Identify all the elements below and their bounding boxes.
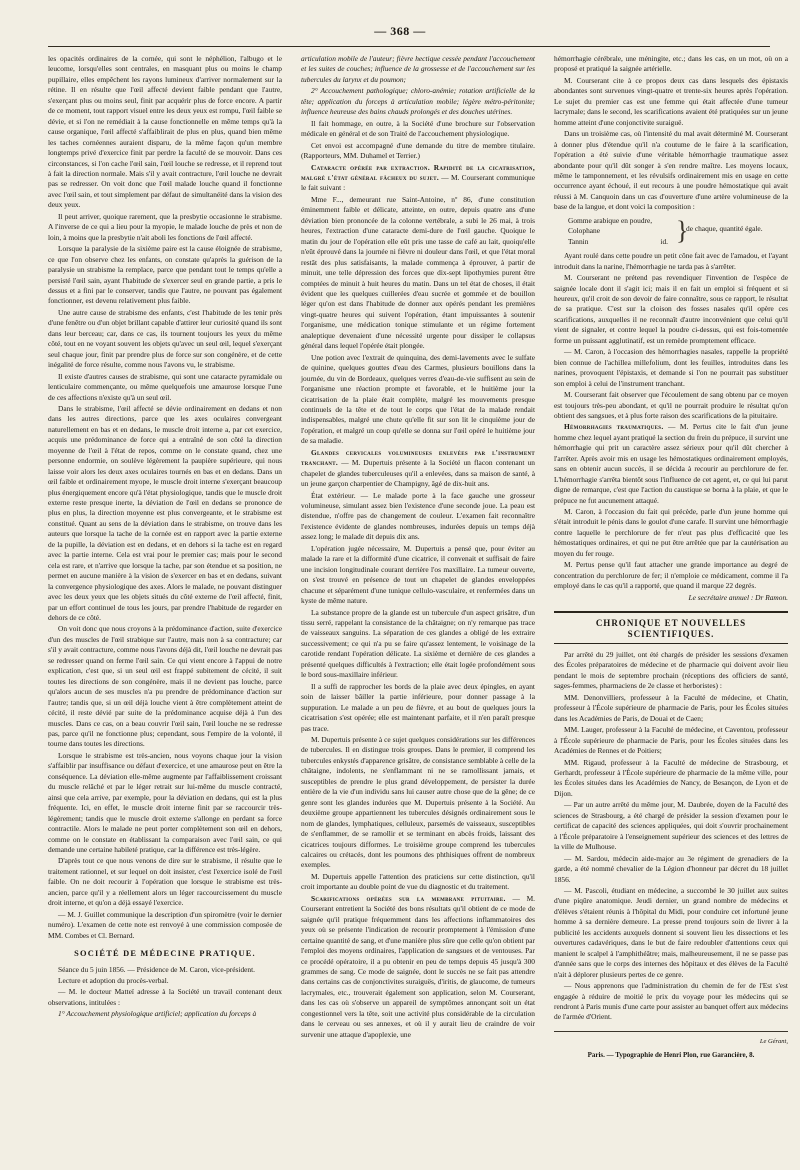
subheading: Hémorrhagies traumatiques. [564, 422, 664, 432]
composition-formula [568, 216, 788, 247]
paragraph-text: — M. Courserant communique le fait suivant : [301, 172, 535, 193]
paragraph: — M. Pascoli, étudiant en médecine, a succombé le 30 juillet aux suites d'une piqûre anatomique. Jeudi dernier, un grand nombre de médecins et d'élèves s'étaient réunis à l'hôpital du Midi, pour conduire cet infortuné jeune homme à sa dernière demeure. La presse prend toujours soin de livrer à la publicité les accidents auxquels donnent si souvent lieu les dissections et les ouvertures cadavériques, dans le but de faire redoubler d'attentions ceux qui manient le scalpel à l'amphithéâtre; mais, malheureusement, il ne se passe pas d'année sans que le corps des internes des hôpitaux et des élèves de la Faculté n'ait à déplorer plusieurs pertes de ce genre. [554, 885, 788, 979]
paragraph: Séance du 5 juin 1856. — Présidence de M. Caron, vice-président. [58, 964, 256, 974]
paragraph-text: — M. Dupertuis présente à la Société un flacon contenant un chapelet de glandes tuberculeuses qu'il a enlevées, dans sa maison de santé, à un jeune garçon charpentier de Champigny, âgé de dix-huit ans. [301, 458, 535, 489]
paragraph: — M. Caron, à l'occasion des hémorrhagies nasales, rappelle la propriété bien connue de l'achillea millefolium, dont les feuilles, introduites dans les narines, provoquent l'épistaxis, et demande si l'on ne pourrait pas substituer son emploi à celui de l'instrument tranchant. [554, 347, 788, 388]
paragraph: Une autre cause de strabisme des enfants, c'est l'habitude de les tenir près d'une fenêtre ou d'un objet brillant capable d'attirer leur curiosité quand ils sont dans leur berceau; car, dans ce cas, ils tournent toujours les yeux du même côté, tout en ne voyant souvent les objets qu'avec un seul œil, lequel s'exerçant seul chaque jour, finit par prendre plus de force sur son congénère, et de cette inégalité de force résulte, comme nous l'avons vu, le strabisme. [48, 307, 282, 370]
paragraph: Lecture et adoption du procès-verbal. [58, 975, 169, 985]
paragraph: MM. Lauger, professeur à la Faculté de médecine, et Caventou, professeur à l'École supérieure de pharmacie de Paris, pour les Écoles situées dans les Académies de Rennes et de Poitiers; [554, 725, 788, 756]
ingredient-row [568, 237, 668, 247]
paragraph: les opacités ordinaires de la cornée, qui sont le néphélion, l'albugo et le leucome, lorsqu'elles sont centrales, en masquant plus ou moins le champ pupillaire, elles empêchent les rayons lumineux d'arriver normalement sur la rétine. Il en résulte que l'œil affecté devient faible pendant que l'autre, s'exerçant plus ou moins seul, finit par acquérir plus de force encore. A partir de ce moment, tout rapport visuel entre les deux yeux est rompu, l'œil faible se dévie, et si l'on ne remédiait à la cause fonctionnelle en même temps qu'à la cause organique, l'œil affecté s'affaiblirait de plus en plus, quand bien même les taches cornéennes auraient disparu, de la même façon qu'un membre longtemps privé d'exercice finit par perdre la faculté de se mouvoir. Dans ces circonstances, si l'on cache l'œil sain, l'œil louche se redresse, et il reprend tout à fait la direction normale. Mais s'il y avait contracture, l'œil louche ne devrait pas se redresser. On voit donc que l'œil malade louche quand il fonctionne avec l'œil sain, et tout simplement par défaut de simultanéité dans la vision des deux yeux. [48, 54, 282, 210]
paragraph: M. Courserant ne prétend pas revendiquer l'invention de l'espèce de saignée locale dont il s'agit ici; mais il en fait un emploi si fréquent et si heureux, qu'il croit de son devoir de faire connaître, sous ce rapport, le résultat de sa pratique. C'est sur la cloison des fosses nasales qu'il opère ces scarifications, auxquelles il ne reconnaît d'autre inconvénient que celui qu'il vient de signaler, et contre lequel la poudre ci-dessus, qui est fois-tomentée forme un puissant agglutinatif, est un remède promptement efficace. [554, 273, 788, 345]
subheading: Scarifications opérées sur la membrane pituitaire. [311, 893, 506, 903]
paragraph: Dans un troisième cas, où l'intensité du mal avait déterminé M. Courserant à donner plus d'étendue qu'il n'a coutume de le faire à la scarification, l'opération a été suivie d'une véritable hémorrhagie traumatique assez abondante pour qu'il dût songer à s'en rendre maître. Les moyens locaux, même le tamponnement, et les révulsifs ordinairement mis en usage en cette occurrence ayant échoué, il eut recours à une poudre hémostatique qui avait réussi à M. Canquoin dans un cas d'ouverture d'une artère volumineuse de la base de la langue, et dont voici la composition : [554, 129, 788, 212]
paragraph: Lorsque la paralysie de la sixième paire est la cause éloignée de strabisme, ce que l'on observe chez les enfants, on constate qu'après la guérison de la paralysie un strabisme la remplace, parce que pendant tout le temps qu'elle a persisté l'œil sain, ayant l'habitude de s'exercer seul en grande partie, a pris le dessus et a fini par le conserver, tandis que l'autre, ne pouvant pas également fonctionner, est devenu relativement plus faible. [48, 244, 282, 306]
paragraph: hémorrhagie cérébrale, une méningite, etc.; dans les cas, en un mot, où on a proposé et pratiqué la saignée artérielle. [554, 54, 788, 74]
paragraph: MM. Denonvilliers, professeur à la Faculté de médecine, et Chatin, professeur à l'École supérieure de pharmacie de Paris, pour les Écoles situées dans les Académies de Paris, de Douai et de Caen; [554, 692, 788, 723]
paragraph: L'opération jugée nécessaire, M. Dupertuis a pensé que, pour éviter au malade la rare et la difformité d'une cicatrice, il convenait et suffisait de faire une incision longitudinale courant derrière l'os maxillaire. La tumeur ouverte, on s'est trouvé en présence de tout un chapelet de glandes enveloppées chacune et séparément d'une tunique cellulo-vasculaire, et renfermées dans un kyste de même nature. [301, 543, 535, 606]
header-rule [48, 46, 770, 47]
paragraph: Dans le strabisme, l'œil affecté se dévie ordinairement en dedans et non dans les autres directions, parce que les axes oculaires convergeant naturellement en bas et en dedans, le muscle droit interne a, par cet exercice, acquis une prédominance de force qui a entraîné de son côté la direction moyenne de l'œil à l'état de repos, comme on le constate quand, chez une personne endormie, on soulève légèrement la paupière supérieure, qui nous laisse voir alors les deux axes oculaires tournés en bas et en dedans. Dans un œil faible et ordinairement myope, le muscle droit interne s'exerçant beaucoup plus énergiquement encore qu'à l'état physiologique, tandis que le muscle droit externe reste presque inerte, la déviation de l'œil en dedans se prononce de plus en plus, la direction moyenne est plus convergeante, et le strabisme est constitué. Quant au sens de la déviation dans le strabisme, on trouve dans les auteurs que lorsque la tache de la cornée est en rapport avec la partie externe de la pupille, la déviation est en dedans, et en dehors si la tache est en regard avec la partie interne. Cela est vrai pour le premier cas; mais pour le second cela est rare, et n'arrive que lorsque la tache, par son étendue et sa position, ne permet en aucune manière à la vision de s'exercer en bas et en dedans, suivant la convergence physiologique des axes. Alors le malade, ne pouvant distinguer avec les deux yeux que les objets situés du côté externe de l'œil affecté, finit, par un effort continuel de tous les jours, par prendre l'habitude de regarder en dehors de ce côté. [48, 403, 282, 623]
paragraph: 2° Accouchement pathologique; chloro-anémie; rotation artificielle de la tête; application du forceps à articulation mobile; légère métro-péritonite; influence heureuse des bains chauds prolongés et des douches utérines. [301, 86, 535, 117]
printer-line: Paris. — Typographie de Henri Plon, rue Garancière, 8. [587, 1051, 755, 1060]
page-number: — 368 — [374, 24, 426, 38]
ingredient-id: id. [660, 236, 668, 246]
paragraph: La substance propre de la glande est un tubercule d'un aspect grisâtre, d'un tissu serré, rappelant la consistance de la châtaigne; on n'y remarque pas trace de vaisseaux sanguins. La séparation de ces glandes a obligé de les extraire successivement; ce qui n'a pu se faire qu'assez lentement, le voisinage de la carotide rendant l'opération délicate. La sixième et dernière de ces glandes a présenté quelques difficultés à l'extraction; elle était logée profondément sous le bord sous-maxillaire inférieur. [301, 607, 535, 680]
paragraph: M. Dupertuis présente à ce sujet quelques considérations sur les différences de tubercules. Il en distingue trois groupes. Dans le premier, il comprend les tubercules enkystés d'apparence grisâtre, de consistance semblable à celle de la châtaigne, indolents, ne s'enflammant ni ne se ramollissant jamais, et susceptibles de prendre le plus grand développement, de persister la durée entière de la vie d'un individu sans lui causer autre chose que de la gêne; de ce genre sont les glandes indurées que M. Dupertuis présente à la Société. Au deuxième groupe appartiennent les tubercules désignés ordinairement sous le nom de glandes, lymphatiques, celluleux, parsemés de vaisseaux, susceptibles de s'enflammer, de se ramollir et se terminant en abcès froids, laissant des cicatrices toujours difformes. Le troisième groupe comprend les tubercules calcaires ou crétacés, dont les poumons des phthisiques offrent de nombreux exemples. [301, 735, 535, 870]
ingredient-name: Tannin [568, 236, 589, 246]
paragraph: — M. le docteur Matteï adresse à la Société un travail contenant deux observations, intitulées : [48, 987, 282, 1007]
column-3 [554, 54, 788, 1154]
paragraph: — Par un autre arrêté du même jour, M. Daubrée, doyen de la Faculté des sciences de Strasbourg, a été chargé de présider la session d'examen pour le certificat de capacité des sciences appliquées, qui doit s'ouvrir prochainement à l'École préparatoire à l'enseignement supérieur des sciences et des lettres de la ville de Mulhouse. [554, 800, 788, 852]
paragraph-text: — M. Courserant entretient la Société des bons résultats qu'il obtient de ce mode de saignée qu'il pratique fréquemment dans les affections inflammatoires des yeux où se présente l'indication de recourir promptement à l'émission d'une certaine quantité de sang, et d'une manière plus sûre que celle qu'on obtient par l'emploi des moyens ordinaires, l'application de sangsues et de ventouses. Par ce procédé opératoire, il a pu obtenir en peu de temps depuis 45 jusqu'à 300 grammes de sang. Ce mode de saignée, dont le succès ne se fait pas attendre dans certains cas de conjonctivites suraiguës, d'iritis, de glaucome, de tumeurs lacrymales, etc., trouverait également son application, selon M. Courserant, dans les cas où s'observe un appareil de symptômes annonçant soit un état congestionnel vers la tête, soit une activité plus considérable de la circulation dans le cerveau ou ses annexes, et où il y aurait lieu de craindre de voir survenir une attaque d'apoplexie, une [301, 893, 535, 1039]
paragraph-with-subheading [301, 448, 535, 490]
paragraph: Ayant roulé dans cette poudre un petit cône fait avec de l'amadou, et l'ayant introduit dans la narine, l'hémorrhagie ne tarda pas à s'arrêter. [554, 251, 788, 271]
brace-glyph: } [676, 215, 689, 245]
gerant-label: Le Gérant, [759, 1037, 788, 1045]
page-header [0, 24, 800, 39]
section-heading: SOCIÉTÉ DE MÉDECINE PRATIQUE. [74, 949, 256, 959]
paragraph: articulation mobile de l'auteur; fièvre hectique cessée pendant l'accouchement et les suites de couches; influence de la grossesse et de l'accouchement sur les tubercules du larynx et du poumon; [301, 54, 535, 84]
subheading: Glandes cervicales volumineuses enlevées par l'instrument tranchant. [301, 447, 535, 468]
paragraph: MM. Rigaud, professeur à la Faculté de médecine de Strasbourg, et Gerhardt, professeur à l'École supérieure de pharmacie de la même ville, pour les Écoles situées dans les Académies de Nancy, de Besançon, de Lyon et de Dijon. [554, 757, 788, 798]
paragraph-text: — M. Pertus cite le fait d'un jeune homme chez lequel ayant pratiqué la section du frein du prépuce, il survint une hémorrhagie qui prit un caractère assez sérieux pour qu'il dût chercher à l'arrêter. Après avoir mis en usage les hémostatiques ordinairement employés, sans en obtenir aucun succès, il se décida à recourir au perchlorure de fer. L'hémorrhagie s'arrêta bientôt sous l'influence de cet agent, et, ce qui lui parut digne de remarque, c'est que l'action du caustique se borna à la plaie, et que le prépuce ne fut aucunement attaqué. [554, 422, 788, 505]
paragraph: M. Courserant fait observer que l'écoulement de sang obtenu par ce moyen est toujours très-peu abondant, et qu'il ne pourrait produire le résultat qu'on obtient des sangsues, et à plus forte raison des scarifications de la pituitaire. [554, 390, 788, 420]
ingredient-row [568, 216, 668, 226]
paragraph: Il fait hommage, en outre, à la Société d'une brochure sur l'observation médicale en général et de son Traité de l'accouchement physiologique. [301, 118, 535, 139]
paragraph: On voit donc que nous croyons à la prédominance d'action, suite d'exercice d'un des muscles de l'œil strabique sur l'autre, mais non à sa contracture; car s'il y avait contracture, comme nous l'avons déjà dit, l'œil louche ne devrait pas se redresser quand on ferme l'œil sain. Ce qui vient encore à l'appui de notre explication, c'est que, si un seul œil est frappé subitement de cécité, il suit toutes les directions de son congénère, mais il ne devient pas louche, parce qu'alors aucun de ses muscles n'a pu prendre de prédominance d'action sur l'autre; tandis que, si un œil déjà louche vient à être complètement atteint de cécité, il reste dévié par suite de la prédominance acquise déjà à l'un des muscles. Dans ce cas, on a beau couvrir l'œil sain, l'œil louche ne se redresse pas, parce qu'il ne fonctionne plus; cependant, sous l'empire de la volonté, il tourne dans toutes les directions. [48, 624, 282, 749]
paragraph-with-subheading [554, 422, 788, 506]
paragraph: 1° Accouchement physiologique artificiel; application du forceps à [58, 1009, 257, 1019]
paragraph: Il existe d'autres causes de strabisme, qui sont une cataracte pyramidale ou lenticulaire commençante, ou même quelquefois une amaurose lorsque l'une de ces affections n'existe qu'à un seul œil. [48, 371, 282, 402]
paragraph: Il peut arriver, quoique rarement, que la presbytie occasionne le strabisme. A l'inverse de ce qui a lieu pour la myopie, le malade louche de près et non de loin, à moins que la presbytie n'ait aboli les fonctions de l'œil affecté. [48, 211, 282, 242]
paragraph: M. Caron, à l'occasion du fait qui précède, parle d'un jeune homme qui s'était introduit le pénis dans le goulot d'une carafe. Il survint une hémorrhagie contre laquelle le perchlorure de fer n'eut pas plus d'efficacité que les hémostatiques ordinaires, et qui ne put être arrêtée que par la cautérisation au moyen du fer rouge. [554, 507, 788, 558]
paragraph: Une potion avec l'extrait de quinquina, des demi-lavements avec le sulfate de quinine, quelques gouttes d'eau des Carmes, plusieurs bouillons dans la journée, du vin de Bordeaux, quelques verres d'eau-de-vie suffisent au sein de l'organisme une réaction prompte et favorable, et le huitième jour la cicatrisation de la plaie était complète, malgré les mouvements presque continuels de la tête et de tout le corps que l'état de la malade rendait indispensables, malgré une chute qu'elle fit sur son lit le cinquième jour de l'opération, et malgré un coup qu'elle se donna sur l'œil opéré le huitième jour de sa maladie. [301, 352, 535, 446]
paragraph: M. Pertus pense qu'il faut attacher une grande importance au degré de concentration du perchlorure de fer; il n'emploie ce médicament, comme il l'a employé dans le cas qu'il a rapporté, que quand il marque 22 degrés. [554, 560, 788, 591]
column-1 [48, 54, 282, 1154]
ingredient-list [568, 216, 676, 247]
paragraph-with-subheading [301, 163, 535, 194]
paragraph: Mme F..., demeurant rue Saint-Antoine, nº 86, d'une constitution éminemment faible et délicate, atteinte, en outre, depuis quatre ans d'une déviation bien prononcée de la colonne vertébrale, a subi le 26 mai, à trois heures, l'extraction d'une cataracte demi-dure de l'œil gauche. Quoique le matin du jour de l'opération elle eût pris une tasse de café au lait, quoiqu'elle n'eût éprouvé dans la journée ni fièvre ni douleur dans l'œil, et que l'état moral restât des plus satisfaisants, la malade commença à éprouver, à partir de minuit, une telle dépression des forces que dix-sept lipothymies purent être comptées de minuit à huit heures du matin. Dans un tel état de choses, il était évident que les quelques cuillerées d'eau sucrée et gommée et de bouillon léger qu'on est dans l'habitude de donner aux opérés pendant les premières vingt-quatre heures qui suivent l'opération, étant impuissantes à soutenir l'organisme, une médication tonique stimulante et un régime fortement analeptique devenaient d'une nécessité urgente pour dissiper le collapsus général dans lequel l'opérée était plongée. [301, 194, 535, 351]
subheading: Cataracte opérée par extraction. Rapidité de la cicatrisation, malgré l'état général fâcheux du sujet. [301, 162, 535, 182]
paragraph-with-subheading [301, 894, 535, 1040]
column-2 [301, 54, 535, 1154]
paragraph: Lorsque le strabisme est très-ancien, nous voyons chaque jour la vision s'affaiblir par insuffisance ou défaut d'exercice, et une amaurose peut en être la conséquence. La déviation elle-même augmente par l'affaiblissement croissant du muscle relâché et par le léger retrait sur lui-même du muscle contracté, ainsi que cela arrive, par exemple, pour la déviation en dedans, qui est la plus fréquente. Ici, en effet, le muscle droit interne finit par se raccourcir très-légèrement; tandis que le muscle droit externe s'allonge en perdant sa force contractile. Alors le malade ne peut porter complètement son œil en dehors, comme on le constate en établissant la comparaison avec l'œil sain, ce qui demande une certaine habileté pratique, car la différence est très-légère. [48, 750, 282, 854]
ingredient-name: Colophane [568, 226, 601, 236]
paragraph: D'après tout ce que nous venons de dire sur le strabisme, il résulte que le traitement rationnel, et sur lequel on doit insister, c'est l'exercice isolé de l'œil faible. On ne doit recourir à l'opération que lorsque le strabisme est très-ancien, parce qu'il y a réellement alors un léger raccourcissement du muscle droit interne, et qu'on a déjà essayé l'exercice. [48, 856, 282, 908]
ingredient-row [568, 226, 668, 236]
paragraph: Par arrêté du 29 juillet, ont été chargés de présider les sessions d'examen des Écoles préparatoires de médecine et de pharmacie qui doivent avoir lieu pendant le mois de septembre prochain (réceptions des officiers de santé, sages-femmes, pharmaciens de 2e classe et herboristes) : [554, 650, 788, 691]
ingredient-name: Gomme arabique en poudre, [568, 215, 653, 225]
paragraph: Cet envoi est accompagné d'une demande du titre de membre titulaire. (Rapporteurs, MM. Duhamel et Terrier.) [301, 140, 535, 161]
paragraph: M. Dupertuis appelle l'attention des praticiens sur cette distinction, qu'il croit importante au double point de vue du diagnostic et du traitement. [301, 871, 535, 892]
section-heading: CHRONIQUE ET NOUVELLES SCIENTIFIQUES. [554, 611, 788, 644]
secretary-signature: Le secrétaire annuel : Dr Ramon. [688, 592, 788, 602]
imprint-footer [554, 1031, 788, 1061]
paragraph: M. Courserant cite à ce propos deux cas dans lesquels des épistaxis abondantes sont survenues vingt-quatre et trente-six heures après l'opération. Le sujet du premier cas est une femme qui était affectée d'une tumeur lacrymale; dans le second, les scarifications avaient été pratiquées sur un jeune homme atteint d'une conjonctivite suraiguë. [554, 75, 788, 127]
quantity-note: de chaque, quantité égale. [686, 223, 763, 233]
paragraph: — Nous apprenons que l'administration du chemin de fer de l'Est s'est engagée à réduire de moitié le prix du voyage pour les médecins qui se rendront à Paris munis d'une carte pour assister au banquet offert aux médecins de l'armée d'Orient. [554, 981, 788, 1022]
paragraph: — M. Sardou, médecin aide-major au 3e régiment de grenadiers de la garde, a été nommé chevalier de la Légion d'honneur par décret du 18 juillet 1856. [554, 853, 788, 884]
paragraph: État extérieur. — Le malade porte à la face gauche une grosseur volumineuse, simulant assez bien l'existence d'une seconde joue. La peau est distendue, n'offre pas de changement de couleur. L'examen fait reconnaître l'existence évidente de glandes nombreuses, indurées depuis un temps déjà assez long; le malade dit depuis dix ans. [301, 490, 535, 542]
paragraph: Il a suffi de rapprocher les bords de la plaie avec deux épingles, en ayant soin de laisser bâiller la partie inférieure, pour donner passage à la suppuration. Le malade a un peu de fièvre, et au bout de quelques jours la cicatrisation s'est opérée; elle est maintenant parfaite, et il n'en paraît presque pas trace. [301, 681, 535, 733]
paragraph: — M. J. Guillet communique la description d'un spiromètre (voir le dernier numéro). L'examen de cette note est renvoyé à une commission composée de MM. Combes et Cl. Bernard. [48, 909, 282, 940]
